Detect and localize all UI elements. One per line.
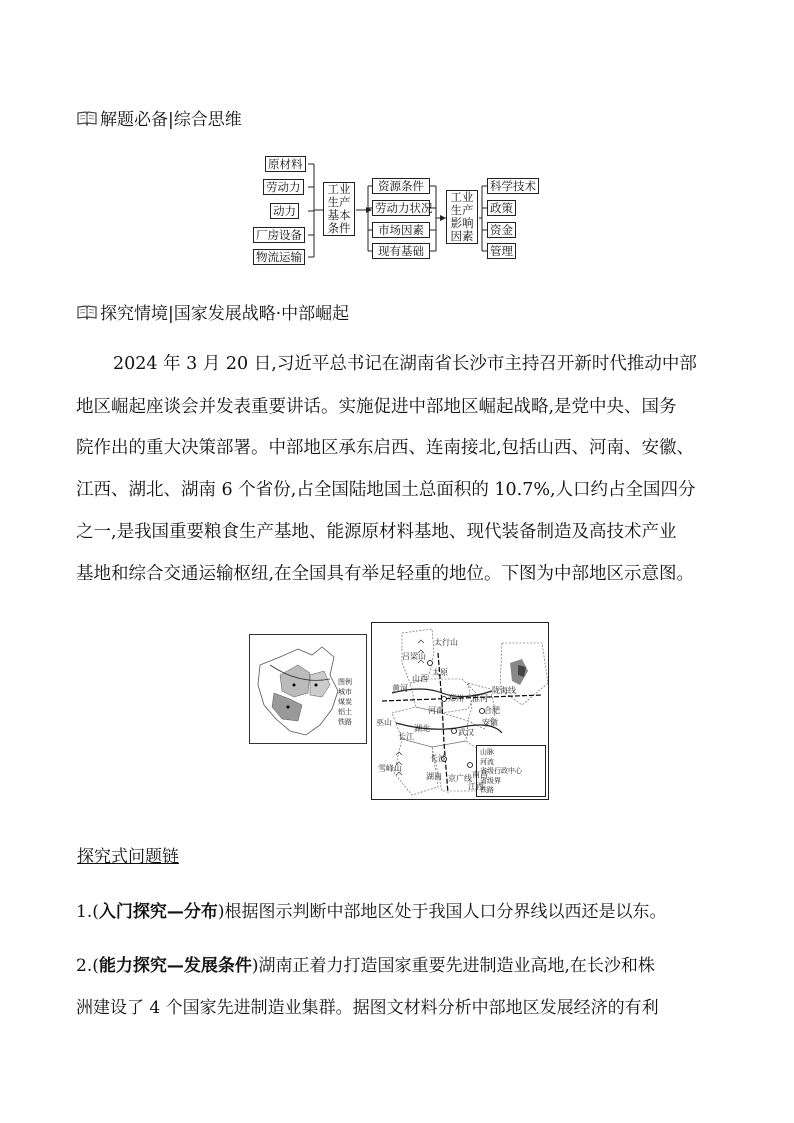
question-1-num: 1.( <box>76 902 99 922</box>
section-heading-2 <box>77 299 349 324</box>
inset-legend-item-1: 煤炭 <box>338 698 352 706</box>
question-1-text: )根据图示判断中部地区处于我国人口分界线以西还是以东。 <box>217 902 667 922</box>
section-heading-3 <box>77 842 179 867</box>
central-region-map <box>249 622 549 800</box>
map-label: 安徽 <box>482 718 498 727</box>
paragraph-line-0: 2024 年 3 月 20 日,习近平总书记在湖南省长沙市主持召开新时代推动中部 <box>113 354 697 374</box>
question-2 <box>76 951 655 976</box>
right-item-1: 政策 <box>487 200 516 216</box>
middle-item-3: 现有基础 <box>372 243 430 259</box>
map-label: 巫山 <box>376 718 392 727</box>
paragraph-line-1: 地区崛起座谈会并发表重要讲话。实施促进中部地区崛起战略,是党中央、国务 <box>76 397 677 417</box>
left-item-1: 劳动力 <box>263 179 304 195</box>
question-2-line-2: 洲建设了 4 个国家先进制造业集群。据图文材料分析中部地区发展经济的有利 <box>76 998 659 1018</box>
map-legend-item-2: 省级行政中心 <box>480 767 522 775</box>
left-item-2: 动力 <box>270 203 299 219</box>
map-legend-item-4: 铁路 <box>480 786 494 794</box>
map-label: 太行山 <box>434 638 458 647</box>
map-legend-item-0: 山脉 <box>480 748 494 756</box>
left-item-4: 物流运输 <box>253 249 305 265</box>
question-2-num: 2.( <box>76 956 99 976</box>
paragraph-line-3: 江西、湖北、湖南 6 个省份,占全国陆地国土总面积的 10.7%,人口约占全国四分 <box>76 480 696 500</box>
map-label: 长江 <box>398 732 414 741</box>
center-left-box: 工业生产基本条件 <box>323 182 355 236</box>
middle-item-2: 市场因素 <box>372 222 430 238</box>
inset-legend-item-3: 铁路 <box>338 718 352 726</box>
section-heading-1 <box>77 105 242 130</box>
map-label: 武汉 <box>458 728 474 737</box>
section-title-2: 探究情境|国家发展战略·中部崛起 <box>100 304 350 324</box>
book-icon <box>77 110 97 126</box>
map-label: 京广线 <box>448 774 472 783</box>
inset-map <box>249 634 367 744</box>
right-item-0: 科学技术 <box>487 178 539 194</box>
map-label: 南昌 <box>472 770 488 779</box>
section-title-1: 解题必备|综合思维 <box>100 110 242 130</box>
question-1-tag: 入门探究—分布 <box>98 902 218 922</box>
map-label: 湖北 <box>414 724 430 733</box>
main-map <box>371 622 549 800</box>
center-right-box: 工业生产影响因素 <box>446 190 478 244</box>
map-label: 雪峰山 <box>378 764 402 773</box>
question-1 <box>76 897 667 922</box>
map-label: 吕梁山 <box>402 652 426 661</box>
paragraph-line-4: 之一,是我国重要粮食生产基地、能源原材料基地、现代装备制造及高技术产业 <box>76 522 677 542</box>
map-label: 黄河 <box>392 684 408 693</box>
map-legend-item-1: 河流 <box>480 757 494 766</box>
section-title-3: 探究式问题链 <box>77 847 179 867</box>
paragraph-line-5: 基地和综合交通运输枢纽,在全国具有举足轻重的地位。下图为中部地区示意图。 <box>76 564 695 584</box>
map-legend-item-3: 省级界 <box>480 776 501 785</box>
question-2-text: )湖南正着力打造国家重要先进制造业高地,在长沙和株 <box>251 956 655 976</box>
right-item-2: 资金 <box>487 222 516 238</box>
middle-item-0: 资源条件 <box>372 178 430 194</box>
paragraph-line-2: 院作出的重大决策部署。中部地区承东启西、连南接北,包括山西、河南、安徽、 <box>76 438 695 458</box>
map-label: 长沙 <box>430 754 446 763</box>
inset-legend-item-0: 城市 <box>338 688 352 696</box>
question-2-tag: 能力探究—发展条件 <box>98 956 252 976</box>
right-item-3: 管理 <box>487 243 516 259</box>
inset-legend <box>338 677 352 727</box>
map-label: 淮河 <box>472 694 488 703</box>
map-label: 山西 <box>412 674 428 683</box>
middle-item-1: 劳动力状况 <box>372 200 430 216</box>
map-label: 湖南 <box>426 772 442 781</box>
map-label: 河南 <box>428 706 444 715</box>
map-label: 郑州 <box>448 694 464 703</box>
left-item-0: 原材料 <box>265 156 306 172</box>
map-label: 太原 <box>432 668 448 677</box>
map-label: 合肥 <box>484 706 500 715</box>
factor-diagram <box>250 150 550 270</box>
map-label: 江西 <box>468 782 484 791</box>
map-label: 陇海线 <box>492 686 516 695</box>
inset-legend-title: 图例 <box>338 678 352 686</box>
inset-legend-item-2: 铝土 <box>338 708 352 716</box>
left-item-3: 厂房设备 <box>253 227 305 243</box>
book-icon <box>77 304 97 320</box>
